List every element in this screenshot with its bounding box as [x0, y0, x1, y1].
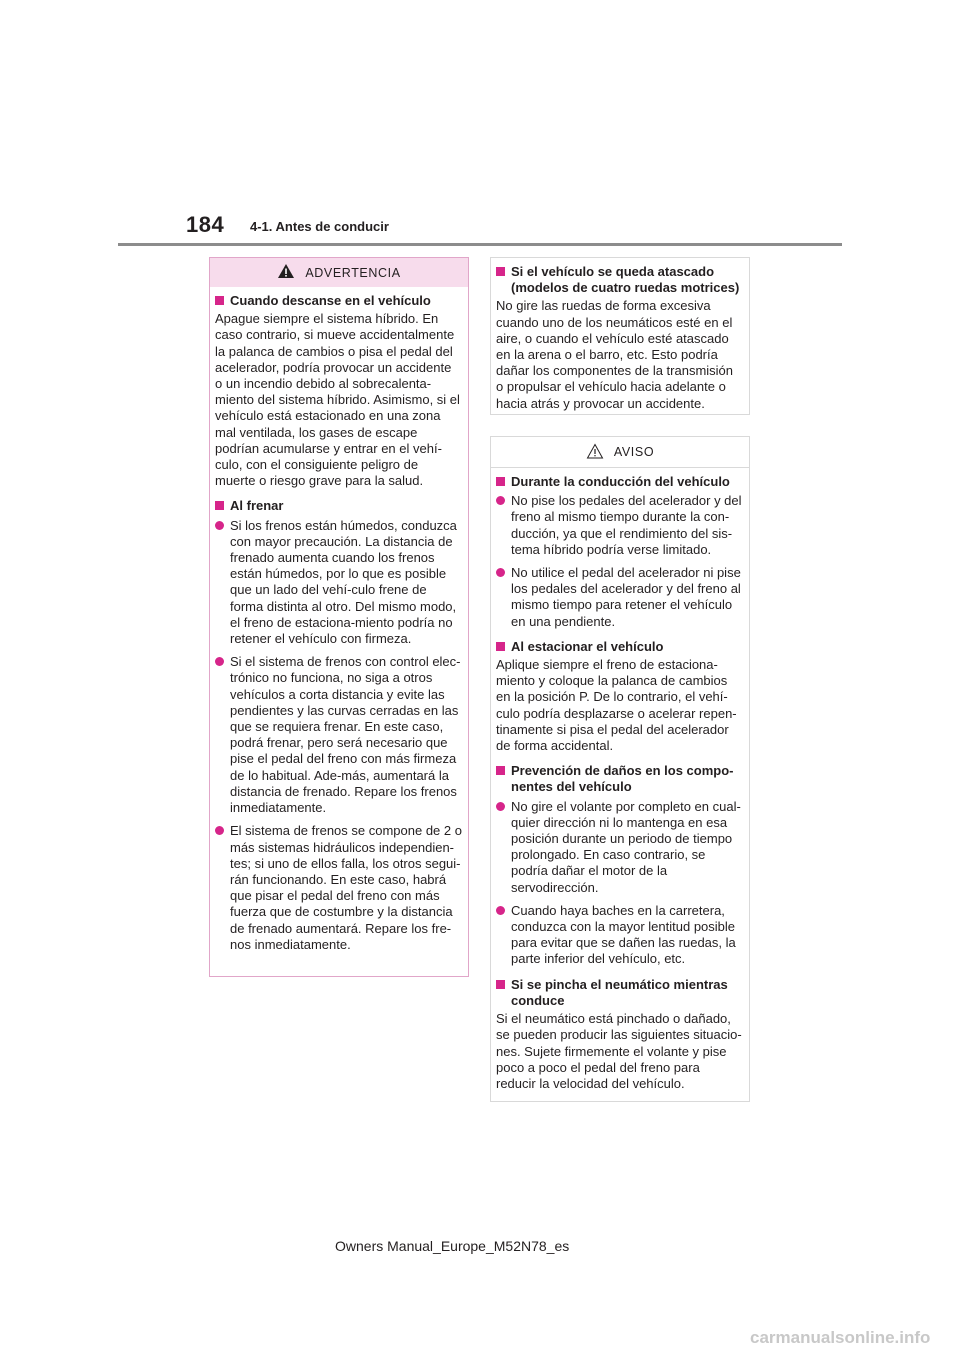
caution-box-title: AVISO [613, 445, 655, 459]
square-bullet-icon [215, 501, 224, 510]
caution-triangle-icon [586, 443, 604, 462]
warning-triangle-icon [277, 263, 295, 282]
round-bullet-icon [496, 906, 505, 915]
section-heading: Si el vehículo se queda atascado (modelos de cuatro ruedas motrices) [496, 264, 743, 296]
round-bullet-icon [496, 568, 505, 577]
list-item: Si los frenos están húmedos, conduzca con mayor precaución. La distancia de frenado aumenta cuando los frenos están húmedos, por lo que es posible que un lado del vehí-culo frene de forma distinta al otro. Del mismo modo, el freno de estaciona-miento podría no retener el vehículo con firmeza. [215, 518, 462, 648]
caution-box-body [491, 468, 749, 1100]
info-box [490, 257, 750, 415]
list-item: El sistema de frenos se compone de 2 o más sistemas hidráulicos independien-tes; si uno de ellos falla, los otros segui-rán funcionando. En este caso, habrá que pisar el pedal del freno con más fuerza que de costumbre y la distancia de frenado aumentará. Repare los fre-nos inmediatamente. [215, 823, 462, 953]
paragraph: Apague siempre el sistema híbrido. En caso contrario, si mueve accidentalmente la palanca de cambios o pisa el pedal del acelerador, podría provocar un accidente o un incendio debido al sobrecalenta-miento del sistema híbrido. Asimismo, si el vehículo está estacionado en una zona mal ventilada, los gases de escape podrían acumularse y entrar en el vehí-culo, con el consiguiente peligro de muerte o riesgo grave para la salud. [215, 311, 460, 489]
section-heading: Al frenar [215, 498, 462, 514]
list-item: Si el sistema de frenos con control elec-trónico no funciona, no siga a otros vehículos a corta distancia y evite las pendientes y las curvas cerradas en las que se requiera frenar. En este caso, podrá frenar, pero será necesario que pise el pedal del freno con más firmeza de lo habitual. Ade-más, aumentará la distancia de frenado. Repare los frenos inmediatamente. [215, 654, 462, 816]
section-title: 4-1. Antes de conducir [250, 219, 389, 234]
list-item: No utilice el pedal del acelerador ni pise los pedales del acelerador y del freno al mismo tiempo para retener el vehículo en una pendiente. [496, 565, 743, 630]
round-bullet-icon [215, 657, 224, 666]
info-box-body [491, 258, 749, 420]
warning-box [209, 257, 469, 977]
square-bullet-icon [496, 980, 505, 989]
paragraph: No gire las ruedas de forma excesiva cuando uno de los neumáticos esté en el aire, o cuando el vehículo esté atascado en la arena o el barro, etc. Esto podría dañar los componentes de la transmisión o propulsar el vehículo hacia adelante o hacia atrás y provocar un accidente. [496, 298, 734, 411]
section-heading: Durante la conducción del vehículo [496, 474, 743, 490]
watermark: carmanualsonline.info [750, 1328, 931, 1347]
paragraph: Si el neumático está pinchado o dañado, se pueden producir las siguientes situacio-nes. Sujete firmemente el volante y pise poco a poco el pedal del freno para reducir la velocidad del vehículo. [496, 1011, 742, 1091]
round-bullet-icon [496, 802, 505, 811]
square-bullet-icon [496, 766, 505, 775]
round-bullet-icon [215, 826, 224, 835]
round-bullet-icon [215, 521, 224, 530]
round-bullet-icon [496, 496, 505, 505]
warning-box-body [210, 287, 468, 961]
caution-box [490, 436, 750, 1102]
square-bullet-icon [496, 267, 505, 276]
section-heading: Cuando descanse en el vehículo [215, 293, 462, 309]
square-bullet-icon [496, 477, 505, 486]
list-item: No pise los pedales del acelerador y del freno al mismo tiempo durante la con-ducción, ya que el rendimiento del sis-tema híbrido podría verse limitado. [496, 493, 743, 558]
square-bullet-icon [215, 296, 224, 305]
section-heading: Al estacionar el vehículo [496, 639, 743, 655]
page-number: 184 [186, 212, 225, 237]
warning-box-header [210, 258, 468, 287]
warning-box-title: ADVERTENCIA [305, 265, 401, 280]
paragraph: Aplique siempre el freno de estaciona-miento y coloque la palanca de cambios en la posición P. De lo contrario, el vehí-culo podría desplazarse o acelerar repen-tinamente si pisa el pedal del acelerador de forma accidental. [496, 657, 737, 754]
square-bullet-icon [496, 642, 505, 651]
section-heading: Prevención de daños en los compo-nentes del vehículo [496, 763, 743, 795]
list-item: Cuando haya baches en la carretera, conduzca con la mayor lentitud posible para evitar que se dañen las ruedas, la parte inferior del vehículo, etc. [496, 903, 743, 968]
header-rule [118, 243, 842, 246]
caution-box-header [491, 437, 749, 468]
footer-text: Owners Manual_Europe_M52N78_es [335, 1238, 570, 1254]
list-item: No gire el volante por completo en cual-quier dirección ni lo mantenga en esa posición durante un periodo de tiempo prolongado. En caso contrario, se podría dañar el motor de la servodirección. [496, 799, 743, 896]
section-heading: Si se pincha el neumático mientras conduce [496, 977, 743, 1009]
